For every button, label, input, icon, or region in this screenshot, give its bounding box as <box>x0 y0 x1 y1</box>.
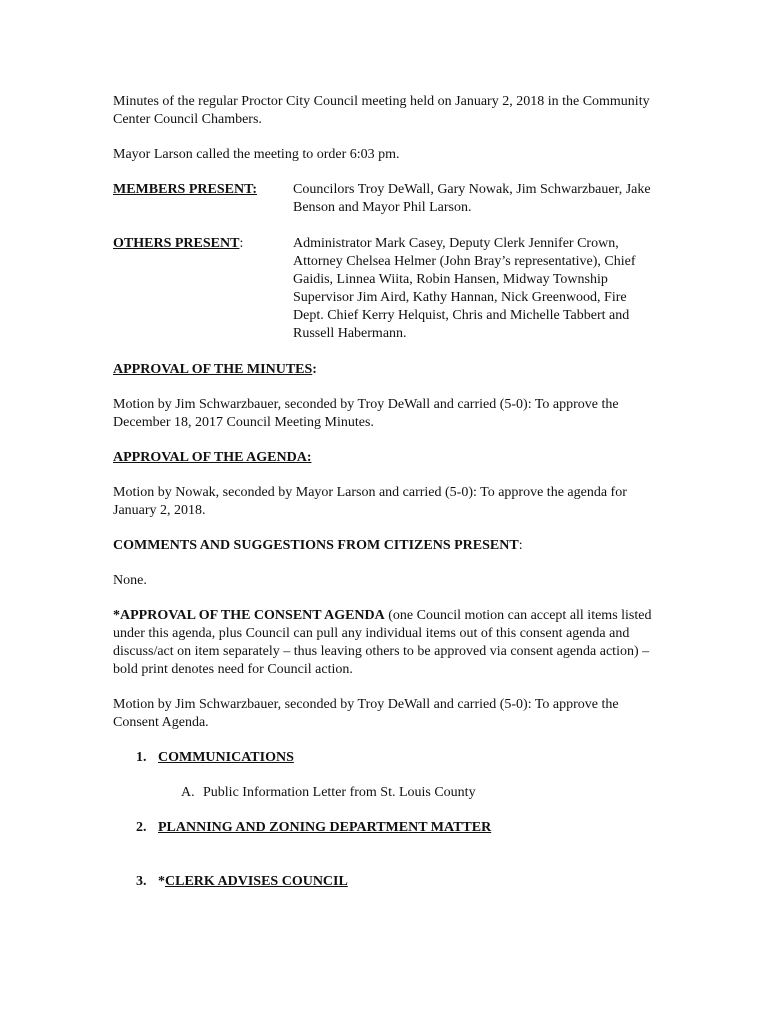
approval-agenda-heading: APPROVAL OF THE AGENDA: <box>113 450 312 465</box>
others-present-list: Administrator Mark Casey, Deputy Clerk Jennifer Crown, Attorney Chelsea Helmer (John Bray’s representative), Chief Gaidis, Linnea Wiita, Robin Hansen, Midway Township Supervisor Jim Aird, Kathy Hannan, Nick Greenwood, Fire Dept. Chief Kerry Helquist, Chris and Michelle Tabbert and Russell Habermann. <box>293 236 636 341</box>
approval-minutes-heading <box>113 361 658 379</box>
citizens-body: None. <box>113 573 147 588</box>
consent-agenda-heading: *APPROVAL OF THE CONSENT AGENDA <box>113 608 385 623</box>
agenda-item-number: 3. <box>136 874 147 889</box>
consent-agenda-motion: Motion by Jim Schwarzbauer, seconded by Troy DeWall and carried (5-0): To approve the Consent Agenda. <box>113 697 619 730</box>
members-present-row <box>113 181 658 217</box>
others-present-row <box>113 235 658 343</box>
consent-agenda-paragraph <box>113 607 658 679</box>
members-present-label: MEMBERS PRESENT: <box>113 182 258 197</box>
subitem-letter: A. <box>181 785 195 800</box>
consent-agenda-description: (one Council motion can accept all items listed under this agenda, plus Council can pull any individual items out of this consent agenda and discuss/act on item separately – thus leaving others to be approved via consent agenda action) – bold print denotes need for Council action. <box>113 608 652 677</box>
approval-agenda-motion: Motion by Nowak, seconded by Mayor Larson and carried (5-0): To approve the agenda for January 2, 2018. <box>113 485 627 518</box>
communications-subitem <box>181 784 658 802</box>
agenda-item-prefix: * <box>158 874 165 889</box>
subitem-text: Public Information Letter from St. Louis County <box>203 785 476 800</box>
agenda-item-number: 2. <box>136 820 147 835</box>
call-to-order: Mayor Larson called the meeting to order 6:03 pm. <box>113 147 400 162</box>
minutes-document <box>113 93 658 908</box>
approval-minutes-colon: : <box>312 362 317 377</box>
others-present-colon: : <box>239 236 244 251</box>
others-present-label: OTHERS PRESENT <box>113 236 240 251</box>
intro-paragraph: Minutes of the regular Proctor City Council meeting held on January 2, 2018 in the Community Center Council Chambers. <box>113 94 650 127</box>
agenda-item-clerk-advises <box>136 873 658 891</box>
members-present-list: Councilors Troy DeWall, Gary Nowak, Jim Schwarzbauer, Jake Benson and Mayor Phil Larson. <box>293 182 651 215</box>
agenda-item-title: PLANNING AND ZONING DEPARTMENT MATTER <box>158 820 492 835</box>
citizens-title: COMMENTS AND SUGGESTIONS FROM CITIZENS PRESENT <box>113 538 519 553</box>
agenda-item-title: CLERK ADVISES COUNCIL <box>165 874 348 889</box>
agenda-item-communications <box>136 749 658 767</box>
approval-minutes-motion: Motion by Jim Schwarzbauer, seconded by Troy DeWall and carried (5-0): To approve the December 18, 2017 Council Meeting Minutes. <box>113 397 619 430</box>
citizens-heading <box>113 537 658 555</box>
agenda-item-number: 1. <box>136 750 147 765</box>
citizens-colon: : <box>518 538 523 553</box>
agenda-item-title: COMMUNICATIONS <box>158 750 294 765</box>
agenda-item-planning-zoning <box>136 819 658 837</box>
others-present-label-wrap <box>113 235 293 343</box>
approval-minutes-title: APPROVAL OF THE MINUTES <box>113 362 313 377</box>
